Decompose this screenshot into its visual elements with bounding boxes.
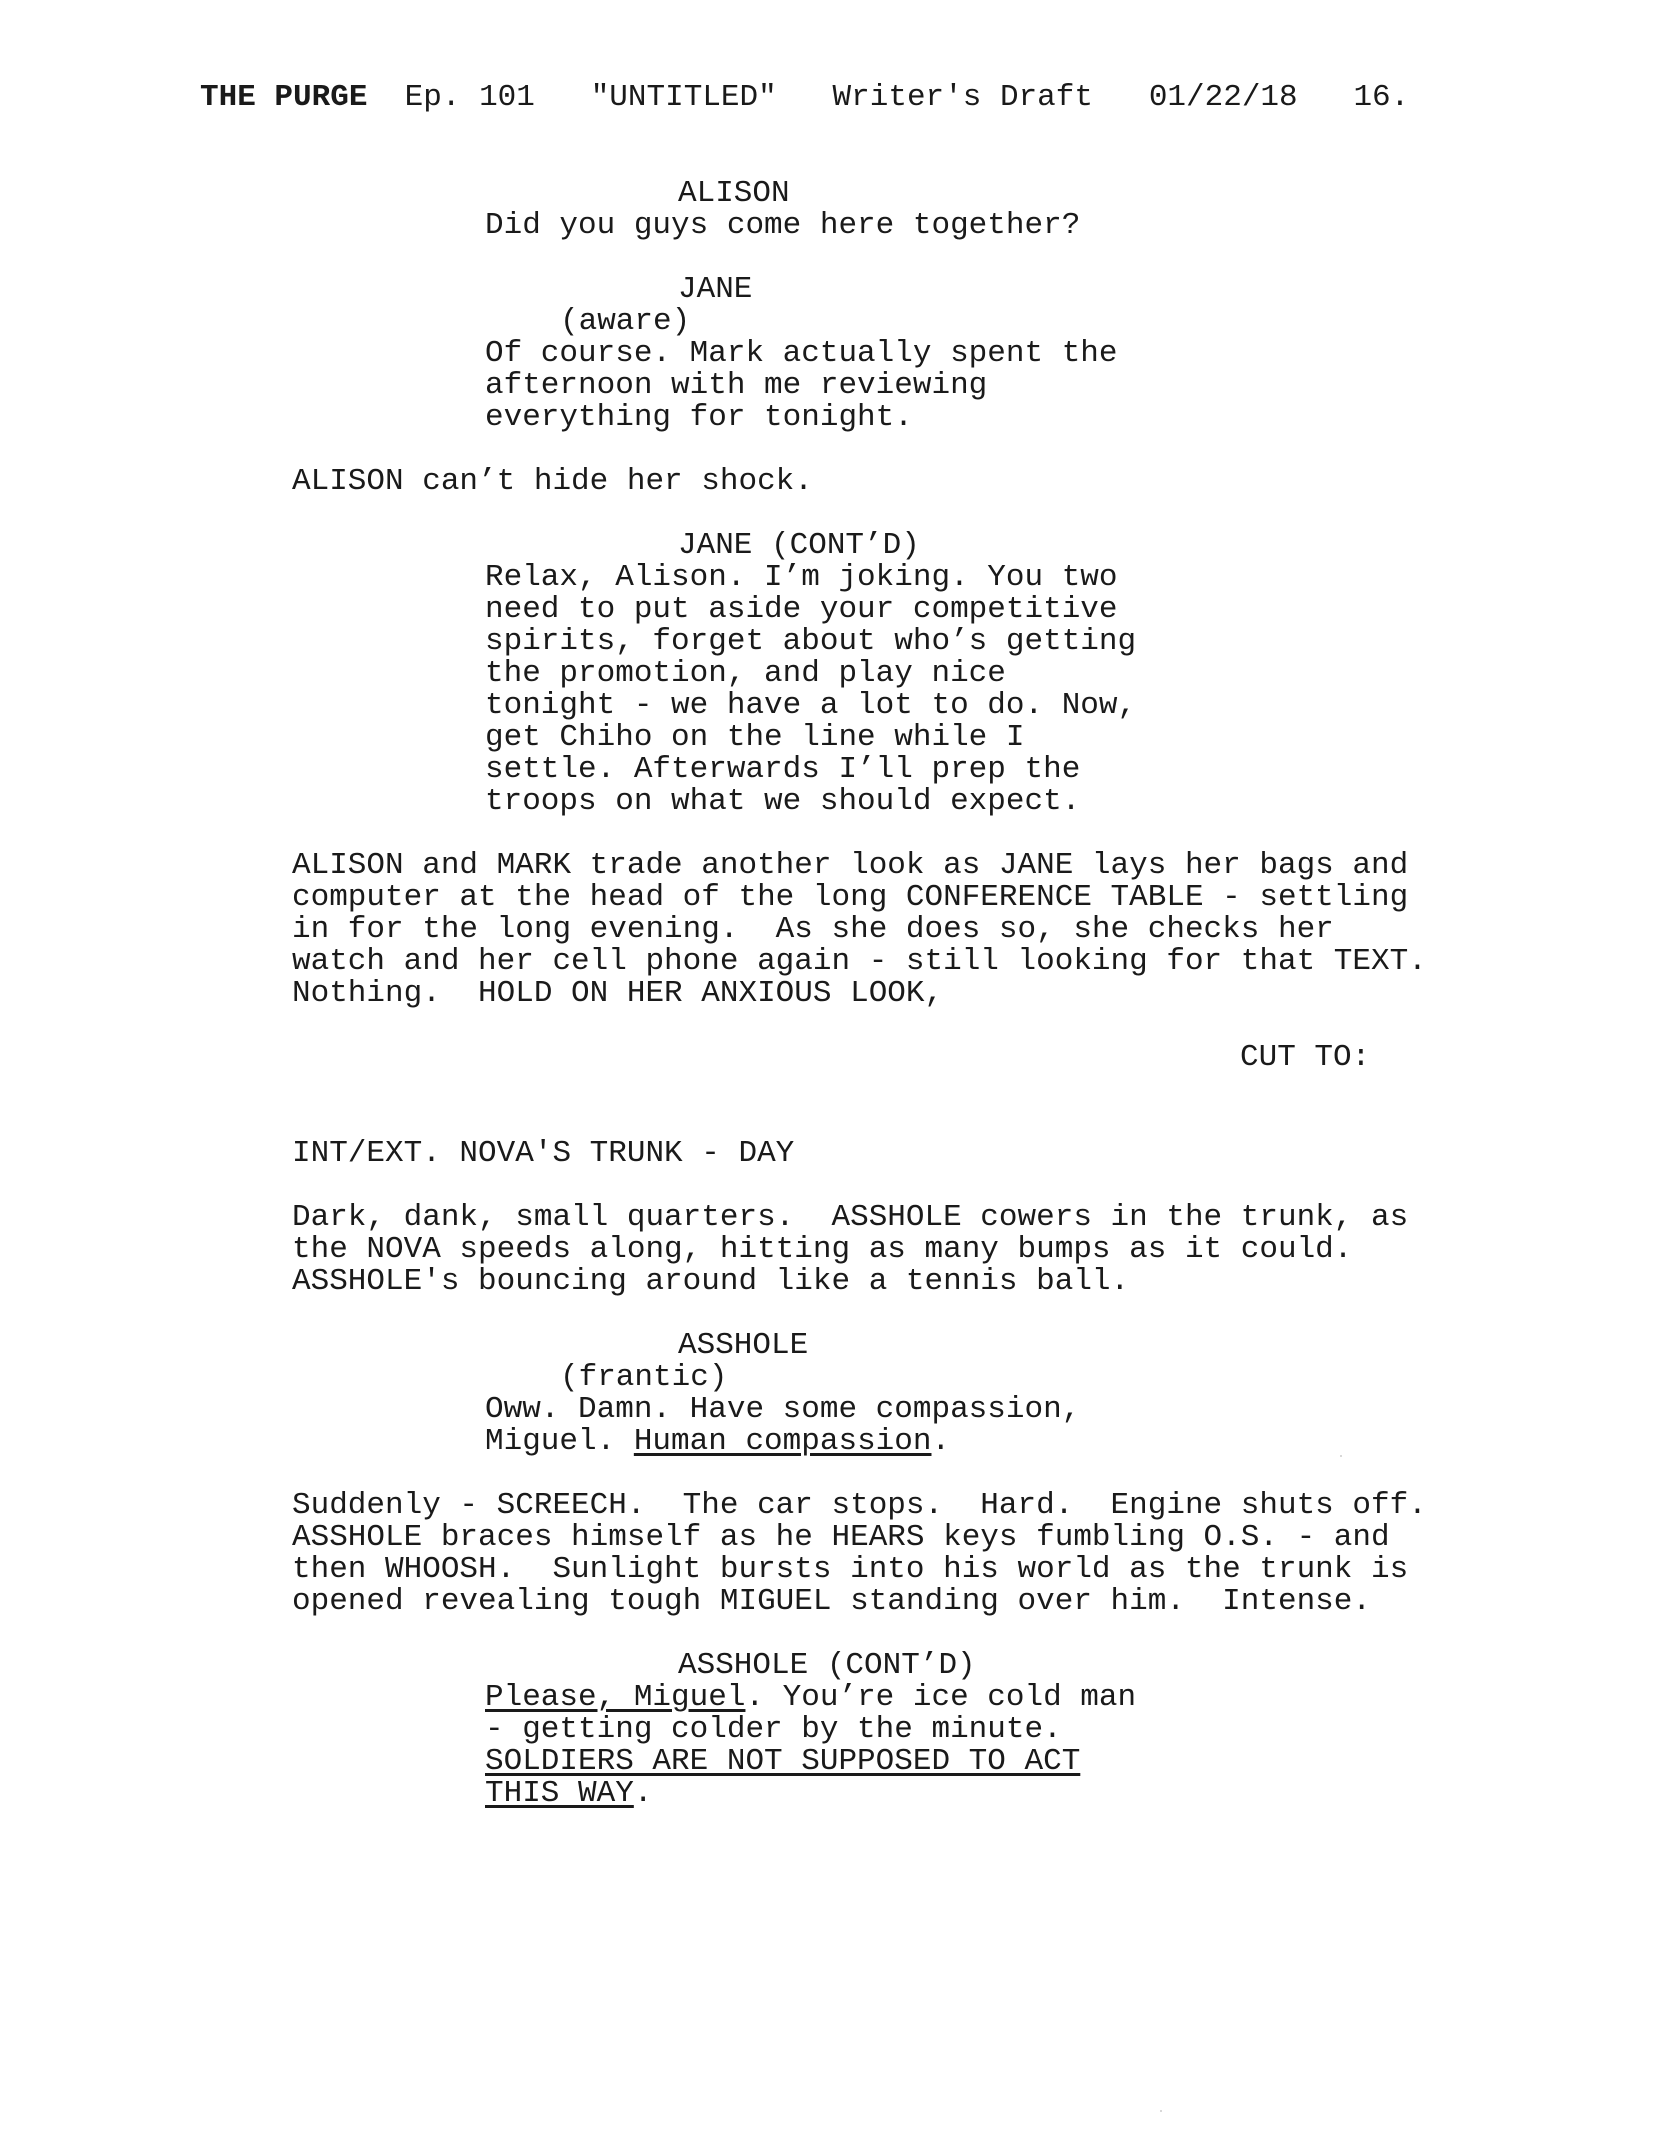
- dialogue-line: Did you guys come here together?: [485, 208, 1081, 243]
- header-date: 01/22/18: [1148, 80, 1298, 115]
- dialogue-line: SOLDIERS ARE NOT SUPPOSED TO ACT: [485, 1744, 1081, 1779]
- action-line: then WHOOSH. Sunlight bursts into his world as the trunk is: [292, 1552, 1409, 1587]
- dialogue-line: afternoon with me reviewing: [485, 368, 988, 403]
- scan-speck: [1160, 2110, 1162, 2112]
- action-line: ALISON and MARK trade another look as JANE lays her bags and: [292, 848, 1409, 883]
- dialogue-text: . You’re ice cold man: [745, 1680, 1137, 1715]
- action-line: watch and her cell phone again - still looking for that TEXT.: [292, 944, 1427, 979]
- transition: CUT TO:: [1240, 1040, 1371, 1075]
- action-line: Suddenly - SCREECH. The car stops. Hard. Engine shuts off.: [292, 1488, 1427, 1523]
- dialogue-line: [485, 1426, 950, 1458]
- underlined-text: Please, Miguel: [485, 1680, 746, 1715]
- action-line: Nothing. HOLD ON HER ANXIOUS LOOK,: [292, 976, 944, 1011]
- header-page-number: 16.: [1353, 80, 1410, 115]
- underlined-text: Human compassion: [633, 1424, 932, 1459]
- dialogue-line: - getting colder by the minute.: [485, 1712, 1062, 1747]
- page-header: [200, 82, 1409, 114]
- header-show-title: THE PURGE: [200, 80, 368, 115]
- action-line: in for the long evening. As she does so, she checks her: [292, 912, 1334, 947]
- character-name: ASSHOLE (CONT’D): [678, 1648, 976, 1683]
- dialogue-line: the promotion, and play nice: [485, 656, 1006, 691]
- dialogue-line: everything for tonight.: [485, 400, 913, 435]
- header-draft: Writer's Draft: [832, 80, 1093, 115]
- dialogue-line: [485, 1778, 652, 1810]
- action-line: the NOVA speeds along, hitting as many bumps as it could.: [292, 1232, 1353, 1267]
- dialogue-line: Of course. Mark actually spent the: [485, 336, 1118, 371]
- dialogue-line: troops on what we should expect.: [485, 784, 1081, 819]
- action-line: opened revealing tough MIGUEL standing over him. Intense.: [292, 1584, 1371, 1619]
- dialogue-line: spirits, forget about who’s getting: [485, 624, 1137, 659]
- action-line: Dark, dank, small quarters. ASSHOLE cowers in the trunk, as: [292, 1200, 1409, 1235]
- dialogue-line: tonight - we have a lot to do. Now,: [485, 688, 1137, 723]
- action-line: computer at the head of the long CONFERENCE TABLE - settling: [292, 880, 1409, 915]
- header-episode-title: "UNTITLED": [590, 80, 777, 115]
- character-name: JANE (CONT’D): [678, 528, 920, 563]
- action-line: ASSHOLE's bouncing around like a tennis ball.: [292, 1264, 1130, 1299]
- scene-heading: INT/EXT. NOVA'S TRUNK - DAY: [292, 1136, 795, 1171]
- dialogue-line: settle. Afterwards I’ll prep the: [485, 752, 1081, 787]
- dialogue-text: Miguel.: [485, 1424, 634, 1459]
- dialogue-line: [485, 1682, 1136, 1714]
- character-name: JANE: [678, 272, 753, 307]
- dialogue-line: get Chiho on the line while I: [485, 720, 1025, 755]
- action-line: ASSHOLE braces himself as he HEARS keys fumbling O.S. - and: [292, 1520, 1390, 1555]
- dialogue-line: Oww. Damn. Have some compassion,: [485, 1392, 1081, 1427]
- dialogue-line: Relax, Alison. I’m joking. You two: [485, 560, 1118, 595]
- character-name: ASSHOLE: [678, 1328, 809, 1363]
- action-line: ALISON can’t hide her shock.: [292, 464, 813, 499]
- character-name: ALISON: [678, 176, 790, 211]
- header-episode: Ep. 101: [404, 80, 535, 115]
- parenthetical: (frantic): [560, 1360, 728, 1395]
- scan-speck: [1340, 1455, 1342, 1457]
- dialogue-text: .: [931, 1424, 951, 1459]
- underlined-text: THIS WAY: [485, 1776, 634, 1811]
- dialogue-text: .: [633, 1776, 653, 1811]
- dialogue-line: need to put aside your competitive: [485, 592, 1118, 627]
- parenthetical: (aware): [560, 304, 691, 339]
